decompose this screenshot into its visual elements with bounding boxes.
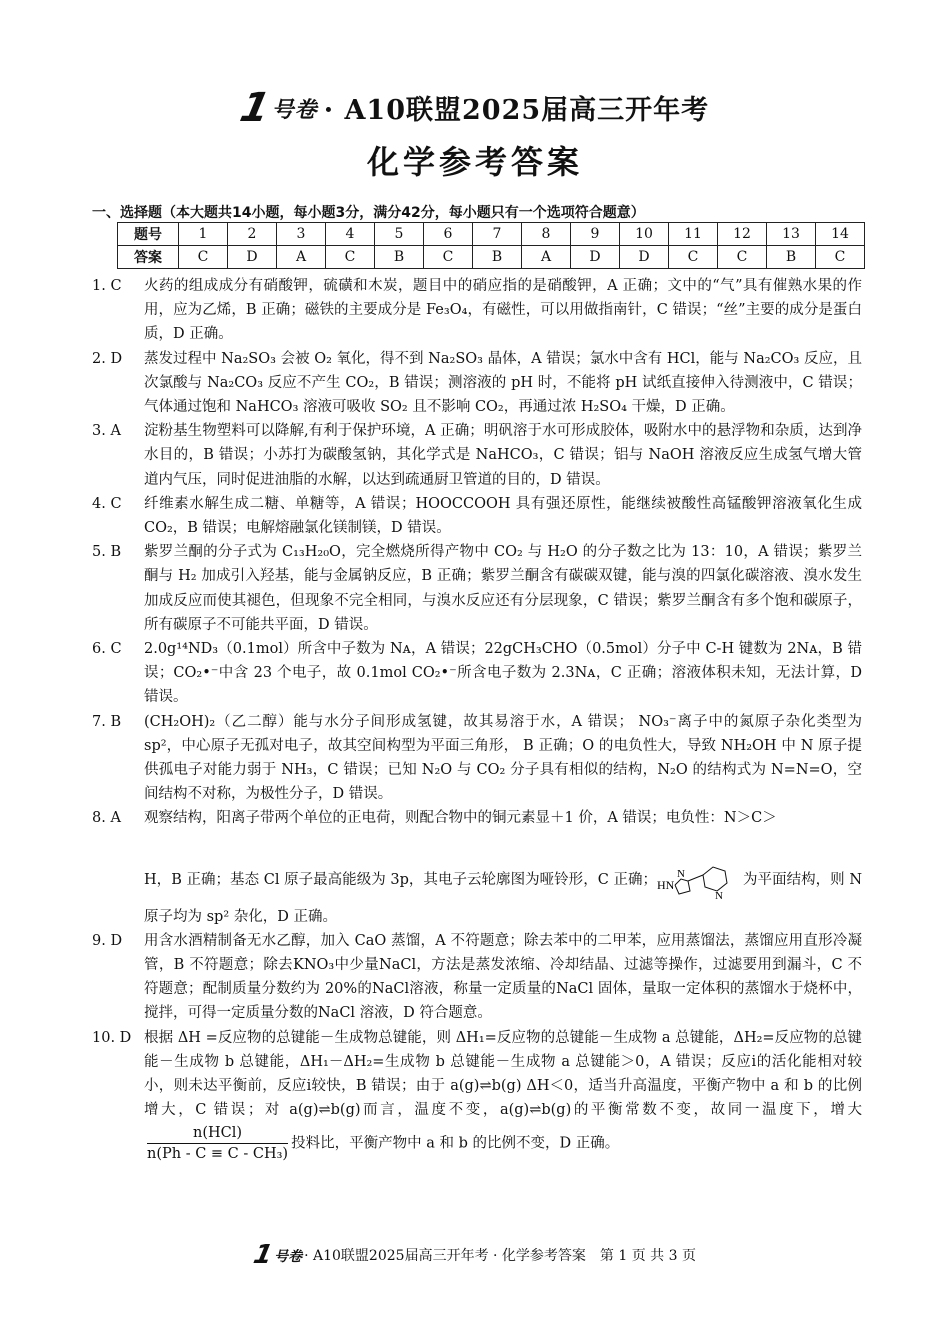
item-text: (CH₂OH)₂（乙二醇）能与水分子间形成氢键，故其易溶于水，A 错误； NO₃⁻离子中的氮原子杂化类型为 sp²，中心原子无孤对电子，故其空间构型为平面三角形， B 正确；O 的电负性大，导致 NH₂OH 中 N 原子提供孤电子对能力弱于 NH₃，C 错误；已知 N₂O 与 CO₂ 分子具有相似的结构，N₂O 的结构式为 N=N=O，空间结构不对称，为极性分子，D 错误。 <box>144 713 862 803</box>
item-number: 3. A <box>92 423 121 440</box>
table-cell: 2 <box>228 223 277 246</box>
item-text <box>144 806 862 928</box>
exam-title-text: · A10联盟2025届高三开年考 <box>323 95 710 126</box>
table-cell: 11 <box>669 223 718 246</box>
table-cell: 7 <box>473 223 522 246</box>
nh-label: HN <box>657 877 675 892</box>
table-cell: A <box>277 246 326 269</box>
table-cell: 14 <box>816 223 865 246</box>
table-cell: 4 <box>326 223 375 246</box>
table-cell: 13 <box>767 223 816 246</box>
item-text: 淀粉基生物塑料可以降解,有利于保护环境，A 正确；明矾溶于水可形成胶体，吸附水中的悬浮物和杂质，达到净水目的，B 错误；小苏打为碳酸氢钠，其化学式是 NaHCO₃，C 错误；铝与 NaOH 溶液反应生成氢气增大管道内气压，同时促进油脂的水解，以达到疏通厨卫管道的目的，D 错误。 <box>144 423 862 488</box>
table-cell: C <box>326 246 375 269</box>
table-cell: 12 <box>718 223 767 246</box>
table-cell: D <box>228 246 277 269</box>
list-item <box>92 492 862 540</box>
item-text <box>144 1026 862 1164</box>
item-text: 用含水酒精制备无水乙醇，加入 CaO 蒸馏，A 不符题意；除去苯中的二甲苯，应用蒸馏法，蒸馏应用直形冷凝管，B 不符题意；除去KNO₃中少量NaCl，方法是蒸发浓缩、冷却结晶、过滤等操作，过滤要用到漏斗，C 不符题意；配制质量分数约为 20%的NaCl溶液，称量一定质量的NaCl 固体，量取一定体积的蒸馏水于烧杯中，搅拌，可得一定质量分数的NaCl 溶液，D 符合题意。 <box>144 932 862 1022</box>
question-number-row <box>118 223 865 246</box>
item-number: 6. C <box>92 641 122 658</box>
item-number: 4. C <box>92 495 122 512</box>
table-cell: 9 <box>571 223 620 246</box>
item-text: 2.0g¹⁴ND₃（0.1mol）所含中子数为 Nᴀ，A 错误；22gCH₃CHO（0.5mol）分子中 C-H 键数为 2Nᴀ，B 错误；CO₂•⁻中含 23 个电子，故 0.1mol CO₂•⁻所含电子数为 2.3Nᴀ，C 正确；溶液体积未知，无法计算，D 错误。 <box>144 641 862 706</box>
table-cell: D <box>620 246 669 269</box>
table-cell: C <box>816 246 865 269</box>
item-number: 1. C <box>92 278 122 294</box>
section-heading: 一、选择题（本大题共14小题，每小题3分，满分42分，每小题只有一个选项符合题意） <box>92 205 645 221</box>
explanations <box>92 274 862 1164</box>
table-cell: 1 <box>179 223 228 246</box>
header <box>0 84 950 183</box>
table-cell: A <box>522 246 571 269</box>
table-cell: C <box>669 246 718 269</box>
list-item <box>92 710 862 807</box>
table-cell: B <box>375 246 424 269</box>
brand-logo: 1 号卷 <box>235 84 318 131</box>
item-text-part: 观察结构，阳离子带两个单位的正电荷，则配合物中的铜元素显＋1 价，A 错误；电负性：N＞C＞ <box>144 810 777 827</box>
svg-text:N: N <box>677 867 685 880</box>
list-item <box>92 347 862 420</box>
list-item <box>92 540 862 637</box>
table-cell: 3 <box>277 223 326 246</box>
footer-text: · A10联盟2025届高三开年考 · 化学参考答案 第 1 页 共 3 页 <box>304 1248 696 1264</box>
list-item <box>92 637 862 710</box>
item-text: 纤维素水解生成二糖、单糖等，A 错误；HOOCCOOH 具有强还原性，能继续被酸性高锰酸钾溶液氧化生成 CO₂，B 错误；电解熔融氯化镁制镁，D 错误。 <box>144 495 862 537</box>
table-cell: 5 <box>375 223 424 246</box>
list-item <box>92 929 862 1026</box>
fraction-denominator: n(Ph - C ≡ C - CH₃) <box>147 1145 289 1162</box>
answer-row <box>118 246 865 269</box>
page-footer <box>0 1240 950 1270</box>
row-label: 答案 <box>118 246 179 269</box>
row-label: 题号 <box>118 223 179 246</box>
item-text: 紫罗兰酮的分子式为 C₁₃H₂₀O，完全燃烧所得产物中 CO₂ 与 H₂O 的分子数之比为 13：10，A 错误；紫罗兰酮与 H₂ 加成引入羟基，能与金属钠反应，B 正确；紫罗兰酮含有碳碳双键，能与溴的四氯化碳溶液、溴水发生加成反应而使其褪色，但现象不完全相同，与溴水反应还有分层现象，C 错误；紫罗兰酮含有多个饱和碳原子，所有碳原子不可能共平面，D 错误。 <box>144 544 862 633</box>
list-item <box>92 1026 862 1164</box>
table-cell: 6 <box>424 223 473 246</box>
item-text-part: 根据 ΔH =反应物的总键能－生成物总键能，则 ΔH₁=反应物的总键能－生成物 a 总键能，ΔH₂=反应物的总键能－生成物 b 总键能，ΔH₁－ΔH₂=生成物 b 总键能－生成物 a 总键能＞0，A 错误；反应i的活化能相对较小，则未达平衡前，反应i较快，B 错误；由于 a(g)⇌b(g) ΔH＜0，适当升高温度，平衡产物中 a 和 b 的比例增大，C 错误；对 a(g)⇌b(g)而言，温度不变，a(g)⇌b(g)的平衡常数不变，故同一温度下，增大 <box>144 1029 862 1119</box>
table-cell: B <box>767 246 816 269</box>
item-text-part: 投料比，平衡产物中 a 和 b 的比例不变，D 正确。 <box>291 1135 620 1151</box>
list-item <box>92 806 862 928</box>
item-number: 8. A <box>92 810 121 827</box>
list-item <box>92 274 862 347</box>
fraction-numerator: n(HCl) <box>147 1123 288 1144</box>
table-cell: C <box>179 246 228 269</box>
svg-text:N: N <box>715 889 723 902</box>
table-cell: B <box>473 246 522 269</box>
item-text: 火药的组成成分有硝酸钾，硫磺和木炭，题目中的硝应指的是硝酸钾，A 正确；文中的“气”具有催熟水果的作用，应为乙烯，B 正确；磁铁的主要成分是 Fe₃O₄，有磁性，可以用做指南针，C 错误；“丝”主要的成分是蛋白质，D 正确。 <box>144 278 862 343</box>
item-text: 蒸发过程中 Na₂SO₃ 会被 O₂ 氧化，得不到 Na₂SO₃ 晶体，A 错误；氯水中含有 HCl，能与 Na₂CO₃ 反应，且次氯酸与 Na₂CO₃ 反应不产生 CO₂，B 错误；测溶液的 pH 时，不能将 pH 试纸直接伸入待测液中，C 错误；气体通过饱和 NaHCO₃ 溶液可吸收 SO₂ 且不影响 CO₂，再通过浓 H₂SO₄ 干燥，D 正确。 <box>144 350 862 416</box>
exam-title <box>235 84 710 131</box>
item-number: 9. D <box>92 932 123 949</box>
list-item <box>92 419 862 492</box>
document-title: 化学参考答案 <box>366 143 583 181</box>
item-number: 2. D <box>92 350 123 367</box>
table-cell: 8 <box>522 223 571 246</box>
item-number: 7. B <box>92 713 122 730</box>
item-number: 10. D <box>92 1029 132 1046</box>
table-cell: 10 <box>620 223 669 246</box>
pyrazolyl-pyridine-structure <box>657 855 743 905</box>
item-text-part: H，B 正确；基态 Cl 原子最高能级为 3p，其电子云轮廓图为哑铃形，C 正确； <box>144 871 657 888</box>
table-cell: D <box>571 246 620 269</box>
footer-logo: 1 号卷 <box>250 1240 303 1270</box>
table-cell: C <box>718 246 767 269</box>
molar-ratio-fraction <box>147 1123 288 1164</box>
table-cell: C <box>424 246 473 269</box>
answer-table <box>117 222 865 269</box>
item-number: 5. B <box>92 544 122 561</box>
item-text-part: 为平面结构，则 N 原子均为 sp² 杂化，D 正确。 <box>144 871 863 925</box>
